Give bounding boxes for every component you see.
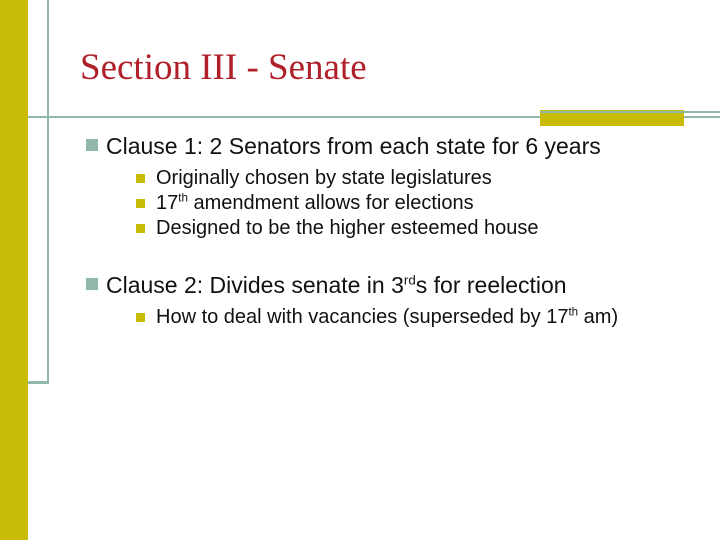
slide-title: Section III - Senate [80, 47, 367, 88]
ordinal-suffix: rd [403, 272, 416, 288]
square-bullet-icon [136, 313, 145, 322]
title-accent-strip [540, 111, 720, 113]
slide-body [86, 132, 696, 330]
ordinal-number: 17 [156, 192, 179, 214]
sub-bullet-list [136, 166, 696, 241]
sub-bullet-item [136, 166, 696, 191]
square-bullet-icon [136, 224, 145, 233]
left-corner-rule [28, 381, 49, 384]
sub-bullet-text [156, 306, 618, 328]
bullet-text-rest: s for reelection [415, 272, 567, 298]
sub-bullet-text-rest: amendment allows for elections [187, 192, 474, 214]
sub-bullet-text: Originally chosen by state legislatures [156, 167, 492, 189]
left-accent-bar [0, 0, 28, 540]
bullet-clause-2 [86, 271, 696, 330]
ordinal-suffix: th [178, 191, 188, 205]
bullet-text-start: Clause 2: Divides senate in 3 [106, 272, 404, 298]
square-bullet-icon [86, 139, 98, 151]
sub-bullet-item [136, 191, 696, 216]
bullet-text [106, 272, 567, 298]
sub-bullet-text-rest: am) [578, 306, 619, 328]
square-bullet-icon [136, 199, 145, 208]
sub-bullet-text-start: How to deal with vacancies (superseded by 17 [156, 306, 569, 328]
sub-bullet-text: Designed to be the higher esteemed house [156, 217, 539, 239]
bullet-list [86, 132, 696, 330]
bullet-text: Clause 1: 2 Senators from each state for 6 years [106, 133, 601, 159]
sub-bullet-item [136, 216, 696, 241]
bullet-clause-1 [86, 132, 696, 241]
square-bullet-icon [86, 278, 98, 290]
sub-bullet-text [156, 192, 474, 214]
square-bullet-icon [136, 174, 145, 183]
left-vertical-rule [47, 0, 49, 384]
ordinal-suffix: th [568, 305, 579, 319]
sub-bullet-item [136, 305, 696, 330]
sub-bullet-list [136, 305, 696, 330]
